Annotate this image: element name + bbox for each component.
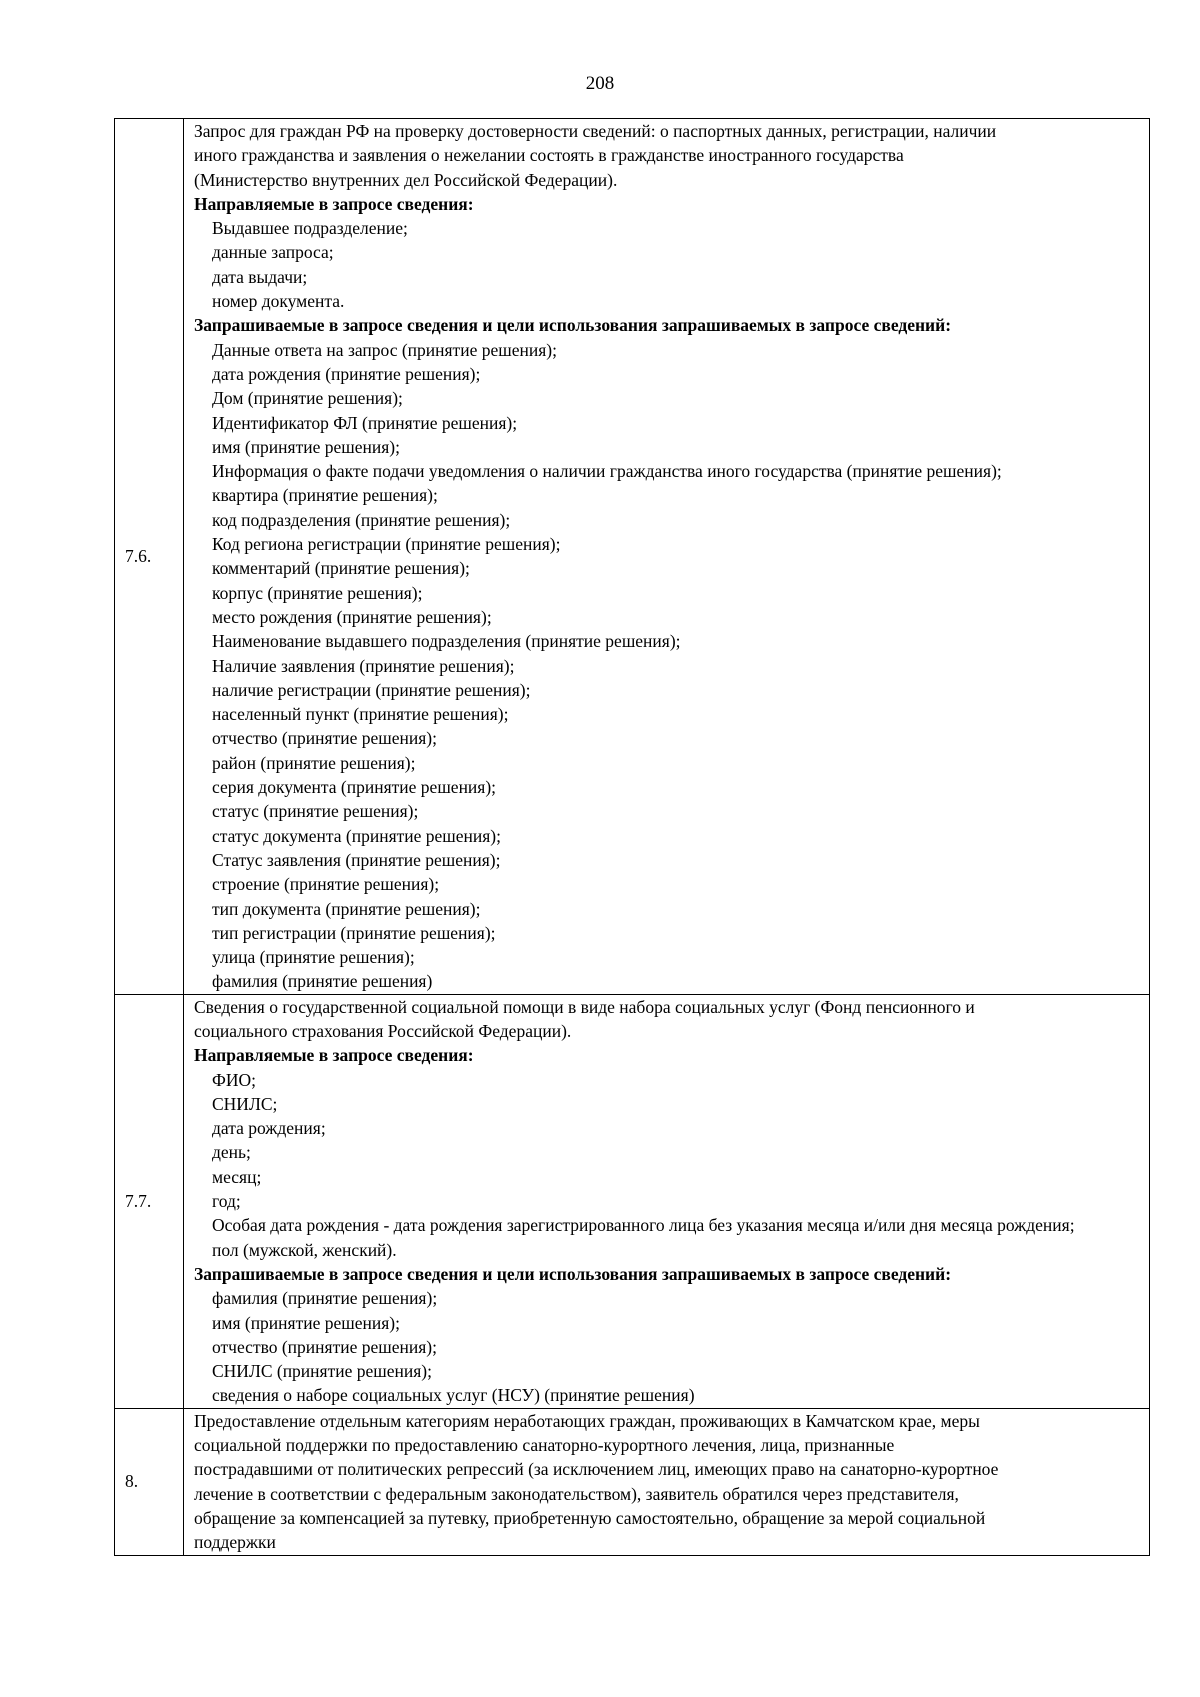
list-item: район (принятие решения); (212, 752, 416, 773)
list-item: комментарий (принятие решения); (212, 558, 470, 579)
list-item: тип регистрации (принятие решения); (212, 922, 496, 943)
list-item: день; (212, 1142, 251, 1163)
list-item: СНИЛС (принятие решения); (212, 1361, 432, 1382)
list-item: строение (принятие решения); (212, 874, 440, 895)
list-item: место рождения (принятие решения); (212, 606, 492, 627)
list-item: отчество (принятие решения); (212, 728, 437, 749)
text-line: Предоставление отдельным категориям неработающих граждан, проживающих в Камчатском крае, меры (194, 1410, 980, 1431)
list-item: сведения о наборе социальных услуг (НСУ) (принятие решения) (212, 1385, 695, 1406)
list-item: код подразделения (принятие решения); (212, 509, 511, 530)
intro-line: иного гражданства и заявления о нежелании состоять в гражданстве иностранного государства (194, 145, 904, 166)
list-item: фамилия (принятие решения); (212, 1288, 438, 1309)
services-table (114, 118, 1150, 1556)
list-item: СНИЛС; (212, 1093, 278, 1114)
list-item: тип документа (принятие решения); (212, 898, 481, 919)
text-line: социальной поддержки по предоставлению санаторно-курортного лечения, лица, признанные (194, 1435, 895, 1456)
table-row-7-7 (115, 994, 1150, 1408)
list-item: фамилия (принятие решения) (212, 971, 433, 992)
intro-line: (Министерство внутренних дел Российской Федерации). (194, 169, 618, 190)
list-item: Выдавшее подразделение; (212, 218, 408, 239)
list-item: серия документа (принятие решения); (212, 777, 497, 798)
row-number: 8. (115, 1408, 184, 1555)
list-item: пол (мужской, женский). (212, 1239, 397, 1260)
row-number: 7.7. (115, 994, 184, 1408)
list-item: Статус заявления (принятие решения); (212, 849, 501, 870)
intro-line: Сведения о государственной социальной помощи в виде набора социальных услуг (Фонд пенсионного и (194, 996, 975, 1017)
list-item: корпус (принятие решения); (212, 582, 423, 603)
list-item: Наименование выдавшего подразделения (принятие решения); (212, 631, 681, 652)
list-item: номер документа. (212, 291, 345, 312)
list-item: Наличие заявления (принятие решения); (212, 655, 515, 676)
list-item: данные запроса; (212, 242, 334, 263)
list-item: дата выдачи; (212, 266, 308, 287)
list-item: статус (принятие решения); (212, 801, 419, 822)
list-item: месяц; (212, 1166, 262, 1187)
table-row-8 (115, 1408, 1150, 1555)
intro-line: социального страхования Российской Федерации). (194, 1020, 572, 1041)
table-row-7-6 (115, 119, 1150, 995)
list-item: Код региона регистрации (принятие решения); (212, 534, 561, 555)
list-item: имя (принятие решения); (212, 1312, 400, 1333)
intro-line: Запрос для граждан РФ на проверку достоверности сведений: о паспортных данных, регистрации, наличии (194, 121, 997, 141)
list-item: дата рождения (принятие решения); (212, 363, 481, 384)
list-item: статус документа (принятие решения); (212, 825, 501, 846)
list-item: Данные ответа на запрос (принятие решения); (212, 339, 557, 360)
row-number: 7.6. (115, 119, 184, 995)
list-item: улица (принятие решения); (212, 947, 415, 968)
sent-heading: Направляемые в запросе сведения: (194, 1045, 474, 1066)
text-line: пострадавшими от политических репрессий (за исключением лиц, имеющих право на санаторно-курортное (194, 1459, 999, 1480)
row-content (184, 994, 1150, 1408)
sent-heading: Направляемые в запросе сведения: (194, 193, 474, 214)
row-content (184, 119, 1150, 995)
list-item: населенный пункт (принятие решения); (212, 704, 509, 725)
list-item: отчество (принятие решения); (212, 1336, 437, 1357)
list-item: Информация о факте подачи уведомления о наличии гражданства иного государства (принятие решения); (212, 461, 1002, 482)
text-line: поддержки (194, 1532, 276, 1553)
special-birthdate-paragraph: Особая дата рождения - дата рождения зарегистрированного лица без указания месяца и/или дня месяца рождения; (212, 1215, 1075, 1236)
text-line: обращение за компенсацией за путевку, приобретенную самостоятельно, обращение за мерой социальной (194, 1507, 986, 1528)
list-item: Дом (принятие решения); (212, 388, 403, 409)
requested-heading: Запрашиваемые в запросе сведения и цели использования запрашиваемых в запросе сведений: (194, 315, 952, 336)
text-line: лечение в соответствии с федеральным законодательством), заявитель обратился через представителя, (194, 1483, 959, 1504)
list-item: наличие регистрации (принятие решения); (212, 679, 531, 700)
requested-heading: Запрашиваемые в запросе сведения и цели использования запрашиваемых в запросе сведений: (194, 1263, 952, 1284)
list-item: год; (212, 1191, 241, 1212)
list-item: имя (принятие решения); (212, 436, 400, 457)
list-item: Идентификатор ФЛ (принятие решения); (212, 412, 518, 433)
row-content (184, 1408, 1150, 1555)
page-number: 208 (585, 73, 615, 94)
list-item: квартира (принятие решения); (212, 485, 438, 506)
list-item: ФИО; (212, 1069, 256, 1090)
list-item: дата рождения; (212, 1118, 326, 1139)
